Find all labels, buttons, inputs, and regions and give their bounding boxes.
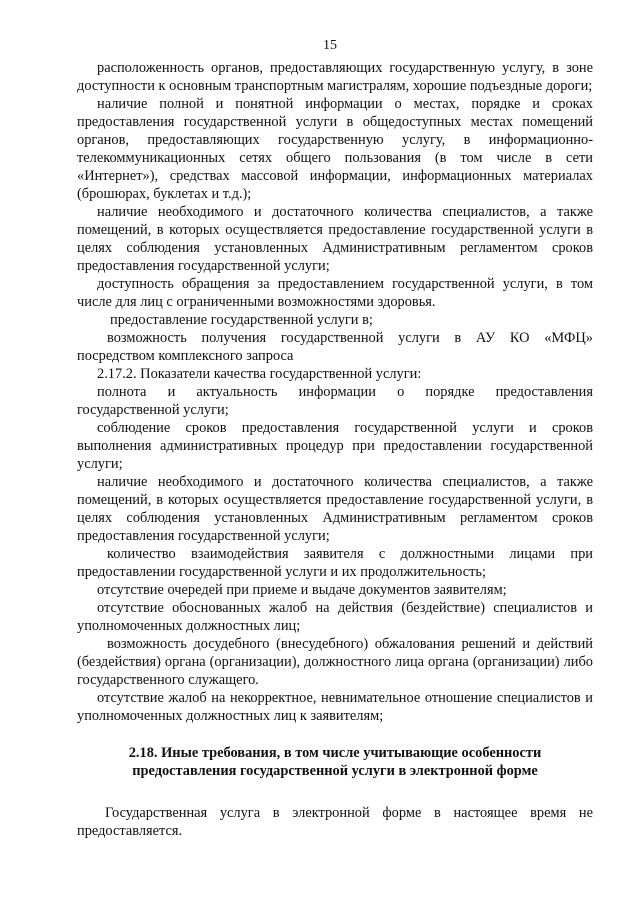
- paragraph-specialists-premises-quality: наличие необходимого и достаточного количества специалистов, а также помещений, в которых осуществляется предоставление государственной услуги, в целях соблюдения установленных Административным регламентом сроков предоставления государственной услуги;: [77, 474, 593, 544]
- paragraph-accessibility-location: расположенность органов, предоставляющих государственную услугу, в зоне доступности к основным транспортным магистралям, хорошие подъездные дороги;: [77, 60, 593, 94]
- paragraph-disability-access: доступность обращения за предоставлением государственной услуги, в том числе для лиц с ограниченными возможностями здоровья.: [77, 276, 593, 310]
- paragraph-service-provision: предоставление государственной услуги в;: [110, 312, 373, 328]
- paragraph-quality-indicators-heading: 2.17.2. Показатели качества государственной услуги:: [97, 366, 422, 382]
- paragraph-specialists-premises: наличие необходимого и достаточного количества специалистов, а также помещений, в которых осуществляется предоставление государственной услуги в целях соблюдения установленных Административным регламентом сроков предоставления государственной услуги;: [77, 204, 593, 274]
- paragraph-interaction-count: количество взаимодействия заявителя с должностными лицами при предоставлении государственной услуги и их продолжительность;: [77, 546, 593, 580]
- paragraph-pretrial-appeal: возможность досудебного (внесудебного) обжалования решений и действий (бездействия) органа (организации), должностного лица органа (организации) либо государственного служащего.: [77, 636, 593, 688]
- paragraph-no-queues: отсутствие очередей при приеме и выдаче документов заявителям;: [97, 582, 507, 598]
- page-number: 15: [323, 38, 337, 53]
- paragraph-electronic-form-status: Государственная услуга в электронной форме в настоящее время не предоставляется.: [77, 805, 593, 839]
- paragraph-no-incorrect-attitude: отсутствие жалоб на некорректное, невнимательное отношение специалистов и уполномоченных должностных лиц к заявителям;: [77, 690, 593, 724]
- paragraph-mfc-complex-request: возможность получения государственной услуги в АУ КО «МФЦ» посредством комплексного запроса: [77, 330, 593, 364]
- paragraph-information-completeness: полнота и актуальность информации о порядке предоставления государственной услуги;: [77, 384, 593, 418]
- paragraph-no-justified-complaints: отсутствие обоснованных жалоб на действия (бездействие) специалистов и уполномоченных должностных лиц;: [77, 600, 593, 634]
- document-body: [77, 59, 593, 840]
- section-heading-2-18: 2.18. Иные требования, в том числе учитывающие особенности предоставления государственной услуги в электронной форме: [128, 745, 542, 779]
- paragraph-information-availability: наличие полной и понятной информации о местах, порядке и сроках предоставления государственной услуги в общедоступных местах помещений органов, предоставляющих государственную услугу, в информационно-телекоммуникационных сетях общего пользования (в том числе в сети «Интернет»), средствах массовой информации, информационных материалах (брошюрах, буклетах и т.д.);: [77, 96, 593, 202]
- paragraph-deadlines-compliance: соблюдение сроков предоставления государственной услуги и сроков выполнения административных процедур при предоставлении государственной услуги;: [77, 420, 593, 472]
